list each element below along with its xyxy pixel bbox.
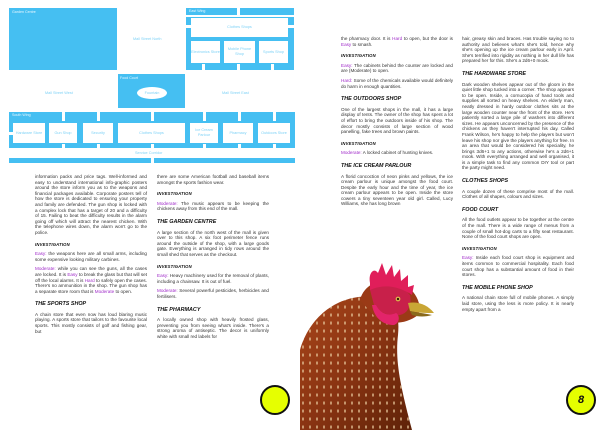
map-south-shop-1: Hardware Store [13,123,45,143]
pharmacy-text-cont: the pharmacy door. It is Hard to open, but the door is Easy to smash. [341,36,453,47]
column-1 [35,174,147,338]
chicken-illustration [300,255,455,430]
moderate-entry: Moderate: while you can see the guns, all the cases are locked. It is Easy to break the glass but that will set off the local alarms. It is Hard to safely open the cases. There's no ammunition in the shop. The gun shop has a separate store room that is Moderate to open. [35,266,147,294]
map-east-clothes: Clothes Shops [191,18,288,37]
map-label-east-wing: East Wing [189,9,206,13]
section-title-ice-cream-parlour: THE ICE CREAM PARLOUR [341,162,412,169]
section-title-pharmacy: THE PHARMACY [157,306,201,313]
section-title-food-court: FOOD COURT [462,206,499,213]
pharmacy-text: A locally owned shop with heavily frosted glass, preventing you from seeing what's inside. There's a strong aroma of antiseptic. The decor is uniformly white with small red labels for [157,317,269,339]
hard-entry: Hard: Some of the chemicals available would definitely do harm in enough quantities. [341,77,453,89]
sports-shop-text-cont: there are some American football and baseball items amongst the sports fashion wear. [157,174,269,185]
map-south-shop-4: Clothes Shops [118,123,185,143]
section-title-clothes-shops: CLOTHES SHOPS [462,178,509,185]
map-label-service-corridor: Service Corridor [135,151,163,155]
investigation-heading: INVESTIGATION [35,241,70,247]
easy-entry: Easy: the weapons here are all small arms, including some expensive looking military carbines. [35,251,147,262]
outdoors-shop-text: One of the largest shops in the mall, it has a large display of tents. The owner of the shop has spent a lot of effort to bring the outdoors inside of his shop. The decor mostly consists of large section of wood panelling, fake trees and brown paints. [341,106,453,135]
mobile-phone-shop-text: A national chain store full of mobile phones. A simply laid store, using the less is more policy. It is nearly empty apart from a [462,295,574,312]
map-corridor-left [9,158,151,163]
moderate-entry: Moderate: A locked cabinet of hunting knives. [341,150,434,156]
section-title-outdoors-shop: THE OUTDOORS SHOP [341,96,402,103]
map-south-shop-3: Security [83,123,113,143]
map-label-food-court: Food Court [120,76,138,80]
map-south-shop-6: Pharmacy [223,123,253,143]
moderate-entry: Moderate: Several powerful pesticides, herbicides and fertilisers. [157,288,269,299]
food-court-text: All the food outlets appear to be together at the centre of the mall. There is a wide range of menus from a couple of small hot-dog carts to a fifty seat restaurant. None of the food court shops are open. [462,217,574,240]
map-east-shop-3: Sports Shop [259,41,288,63]
section-title-mobile-phone-shop: THE MOBILE PHONE SHOP [462,284,533,291]
map-garden-centre [9,8,117,70]
map-east-shop-2: Mobile Phone Shop [224,41,255,63]
column-4 [462,36,574,316]
investigation-heading: INVESTIGATION [157,191,192,197]
map-corridor-right [154,158,295,163]
column-2 [157,174,269,343]
map-label-mall-west: Mall Street West [45,91,73,95]
map-south-shop-7: Outdoors Store [258,123,290,143]
ice-cream-parlour-text-cont: hair, greasy skin and braces. Has trouble saying no to authority and believes what's she's told, hence why she's opening up the ice cream parlour early in April. She's terrified into rigidity as nothing in her dull life has prepared her for this. She's a 2d6+0 mook. [462,36,574,64]
easy-entry: Easy: The cabinets behind the counter are locked and are (Moderate) to open. [341,62,453,74]
easy-entry: Easy: Inside each food court shop is equipment and items common to commercial hospitality. Each food court shop has a substantial amount of food in their stores. [462,255,574,278]
mall-map [0,0,300,165]
page-number-badge-left [260,385,290,415]
investigation-heading: INVESTIGATION [341,140,376,146]
map-label-mall-east: Mall Street East [222,91,249,95]
gun-shop-text: information packs and price tags. Well-informed and easy to understand international info-graphic posters around the store inform you as to the weapons and financial packages available. Corporate posters tell of how the store is dedicated to ensuring your property and family are defended. The gun shop is locked with a complex lock that has a target of 20 and a difficulty of 15. Failing to beat the difficulty results in the alarm going off which will attract the nearest chicken. With the telephone wires down, the alarm won't go to the police. [35,174,147,235]
moderate-entry: Moderate: The music appears to be keeping the chickens away from this end of the mall. [157,200,269,212]
sports-shop-text: A chain store that even now has loud blaring music playing. A sports store that tailors to the favourite local sports. This mostly consists of golf and fishing gear, but [35,311,147,334]
ice-cream-parlour-text: A florid concoction of neon pinks and yellows, the ice cream parlour is unique amongst the food court. Despite the early hour and the time of year, the ice cream parlour appears to be open. Inside the store cowers a tiny seventeen year old girl. Called, Lucy Williams, she has long brown [341,173,453,207]
map-label-garden-centre: Garden Centre [12,10,36,14]
map-label-mall-north: Mall Street North [133,37,162,41]
column-3 [341,36,453,211]
easy-entry: Easy: Heavy machinery used for the removal of plants, including a chainsaw. It is out of fuel. [157,273,269,284]
investigation-heading: INVESTIGATION [157,263,192,269]
map-south-shop-5: Ice Cream Parlour [190,123,218,143]
section-title-sports-shop: THE SPORTS SHOP [35,301,87,308]
page-number-badge-right: 8 [566,385,596,415]
map-east-shop-1: Electronics Store [191,41,220,63]
clothes-shops-text: A couple dozen of these comprise most of the mall. Clothes of all shapes, colours and sizes. [462,188,574,200]
map-south-shop-2: Gun Shop [49,123,77,143]
map-fountain: Fountain [137,87,167,99]
investigation-heading: INVESTIGATION [462,245,497,251]
investigation-heading: INVESTIGATION [341,53,376,59]
map-label-south-wing: South Wing [12,113,31,117]
section-title-garden-centre: THE GARDEN CENTRE [157,218,217,225]
garden-centre-text: A large section of the north west of the mall is given over to this shop. A six foot perimeter fence runs around the outside of the shop, with a large goods gate. Everything is arranged in tidy rows around the small shed that serves as the checkout. [157,229,269,257]
section-title-hardware-store: THE HARDWARE STORE [462,70,526,77]
hardware-store-text: Dark wooden shelves appear out of the gloom in the quiet little shop tucked into a corner. The shop appears to be open. Inside, a cornucopia of hand tools and supplies all sorted on heavy shelves. An elderly man, neatly dressed in hardy outdoor clothes sits at the large wooden counter near the front of the store. He's patiently sorted a large pile of washers into different sizes. He appears unconcerned by the presence of the chickens as they haven't interrupted his day. Called Frank Wilson, he's happy to help the players but won't leave his shop nor give the players anything for free. In an area that would be considered his speciality, he brings 3d6+1 to any actions, otherwise he's a 2d6+1 mook. With everything arranged and well organised, it is a simple task to find any common DIY tool or part the party might need. [462,81,574,171]
